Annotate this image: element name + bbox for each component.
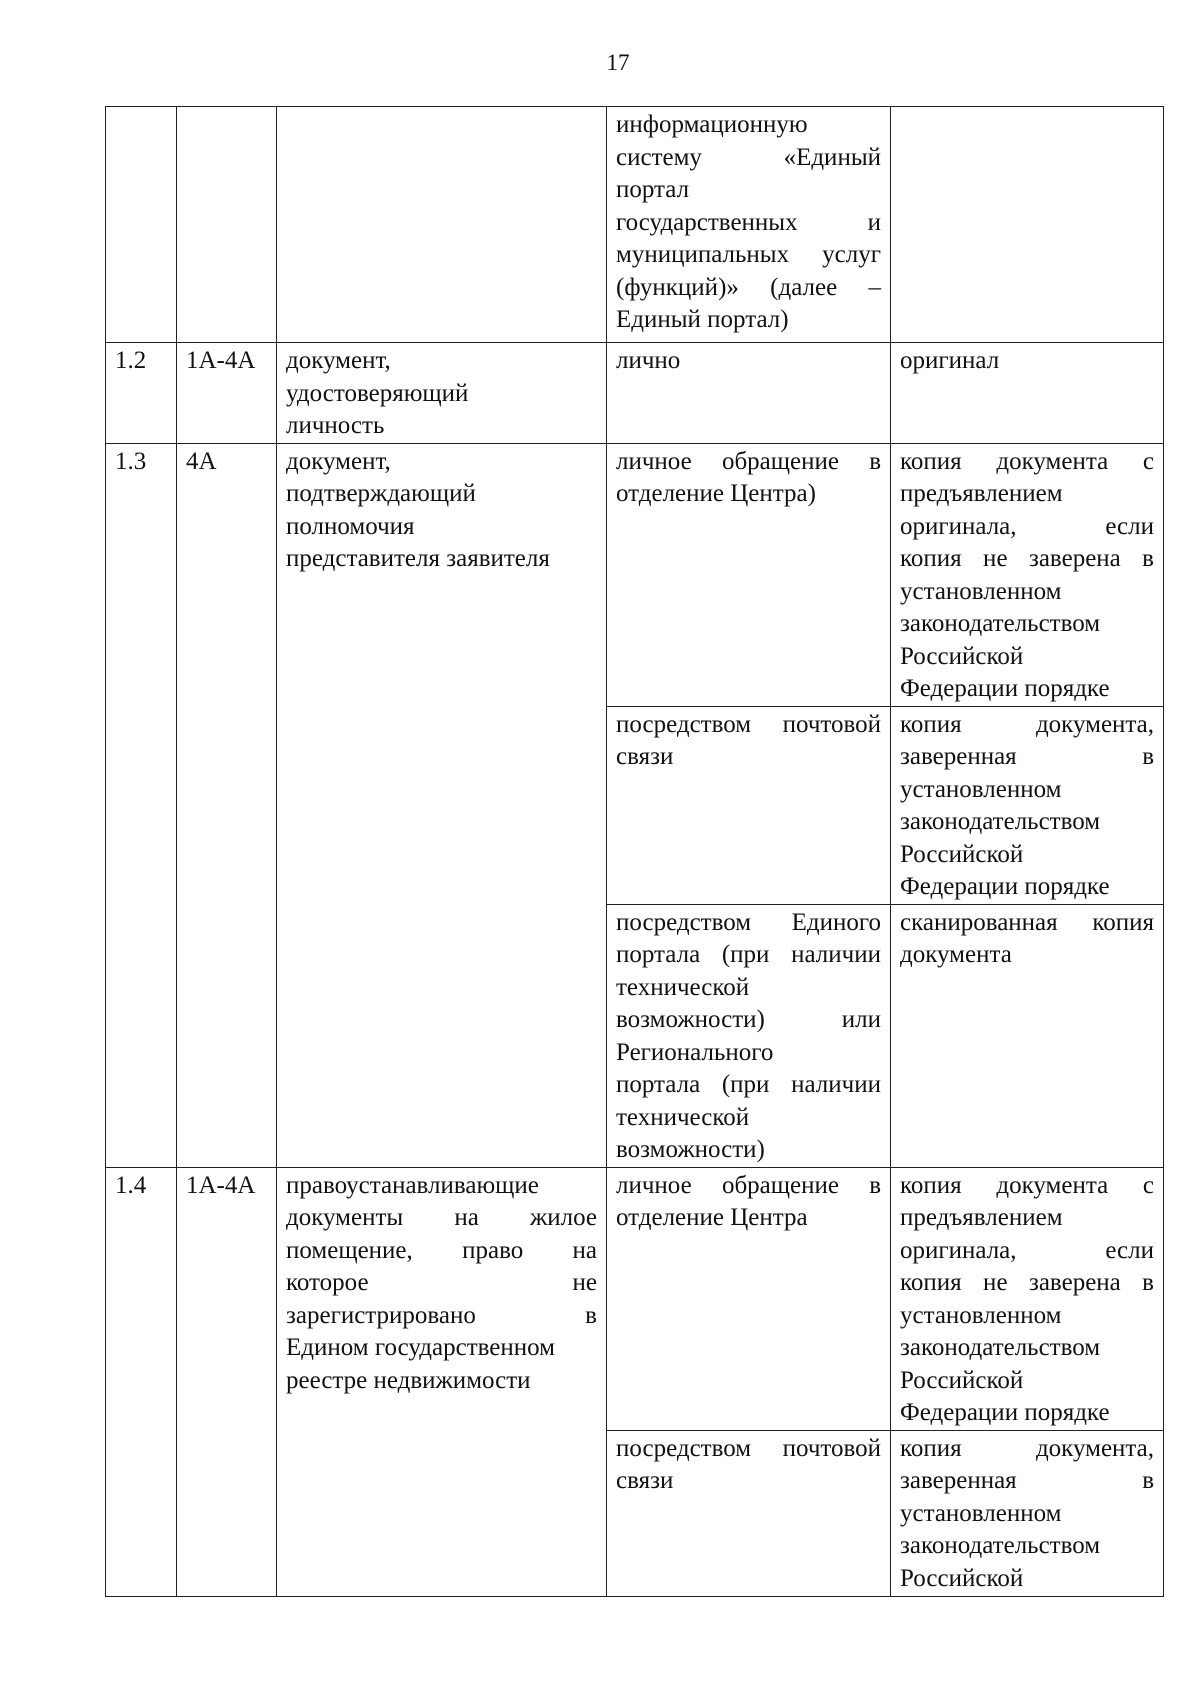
form-line: Российской (900, 642, 1024, 670)
method-cell (607, 443, 891, 706)
form-line: сканированная копия (900, 908, 1154, 936)
form-cell (891, 1430, 1164, 1596)
form-line: установленном (900, 1301, 1062, 1329)
form-cell (891, 1167, 1164, 1430)
document-cell (277, 107, 607, 343)
row-code-cell: 1А-4А (177, 343, 277, 444)
document-cell (277, 343, 607, 444)
form-line: предъявлением (900, 1204, 1063, 1231)
method-line: систему «Единый (616, 143, 881, 171)
form-line: оригинала, если (900, 1236, 1154, 1264)
document-line: помещение, право на (286, 1236, 597, 1264)
form-cell (891, 904, 1164, 1167)
table-row (106, 443, 1164, 706)
method-cell (607, 1430, 891, 1596)
method-line: технической (616, 1103, 750, 1131)
method-line: Единый портал) (616, 306, 789, 333)
method-line: технической (616, 973, 750, 1001)
document-cell (277, 443, 607, 1167)
form-line: оригинал (900, 347, 1000, 374)
document-line: представителя заявителя (286, 545, 550, 572)
form-line: предъявлением (900, 480, 1063, 507)
form-line: законодательством (900, 610, 1101, 637)
form-line: Российской (900, 1366, 1024, 1394)
form-line: Федерации порядке (900, 675, 1110, 702)
row-number-cell: 1.3 (106, 443, 177, 1167)
form-line: установленном (900, 1499, 1062, 1527)
method-line: Регионального (616, 1038, 774, 1066)
page-number: 17 (606, 50, 630, 75)
document-line: личность (286, 412, 385, 439)
form-line: Федерации порядке (900, 873, 1110, 900)
document-line: Едином государственном (286, 1334, 555, 1361)
table-row (106, 343, 1164, 444)
method-cell (607, 706, 891, 904)
method-line: отделение Центра) (616, 480, 816, 507)
method-line: личное обращение в (616, 1171, 881, 1199)
requirements-table (105, 106, 1164, 1597)
method-line: портал (616, 176, 690, 203)
form-line: оригинала, если (900, 512, 1154, 540)
form-line: копия документа, (900, 1434, 1154, 1462)
row-code-cell: 4А (177, 443, 277, 1167)
method-line: портала (при наличии (616, 1071, 881, 1098)
document-cell (277, 1167, 607, 1596)
form-line: заверенная в (900, 743, 1154, 770)
method-line: личное обращение в (616, 447, 881, 475)
form-cell (891, 107, 1164, 343)
method-line: посредством Единого (616, 908, 881, 936)
row-code-cell: 1А-4А (177, 1167, 277, 1596)
method-cell (607, 904, 891, 1167)
table-row (106, 107, 1164, 343)
method-line: муниципальных услуг (616, 241, 881, 268)
form-line: установленном (900, 577, 1062, 605)
form-line: законодательством (900, 1334, 1101, 1361)
form-line: копия документа, (900, 710, 1154, 738)
document-line: реестре недвижимости (286, 1366, 531, 1394)
document-line: документы на жилое (286, 1204, 597, 1231)
form-line: копия не заверена в (900, 1269, 1154, 1296)
document-line: которое не (286, 1269, 597, 1296)
form-cell (891, 443, 1164, 706)
method-line: портала (при наличии (616, 941, 881, 968)
method-line: посредством почтовой (616, 710, 881, 738)
form-line: документа (900, 941, 1012, 968)
method-line: отделение Центра (616, 1204, 808, 1231)
row-code-cell (177, 107, 277, 343)
document-line: полномочия (286, 512, 415, 540)
form-line: копия документа с (900, 447, 1154, 475)
document-line: подтверждающий (286, 480, 476, 507)
method-line: возможности) или (616, 1006, 881, 1033)
document-line: документ, (286, 347, 391, 374)
row-number-cell (106, 107, 177, 343)
method-line: лично (616, 347, 681, 374)
form-line: копия документа с (900, 1171, 1154, 1199)
document-line: удостоверяющий (286, 379, 469, 407)
form-line: установленном (900, 775, 1062, 803)
method-line: посредством почтовой (616, 1434, 881, 1462)
form-line: Российской (900, 1564, 1024, 1592)
document-line: правоустанавливающие (286, 1171, 539, 1199)
method-cell (607, 1167, 891, 1430)
method-line: (функций)» (далее – (616, 273, 881, 301)
method-line: информационную (616, 111, 808, 138)
form-line: законодательством (900, 1532, 1101, 1559)
form-line: копия не заверена в (900, 545, 1154, 572)
form-cell (891, 343, 1164, 444)
document-line: документ, (286, 447, 391, 475)
form-line: заверенная в (900, 1467, 1154, 1494)
form-cell (891, 706, 1164, 904)
method-line: связи (616, 1467, 674, 1494)
method-line: государственных и (616, 208, 881, 236)
method-cell (607, 107, 891, 343)
form-line: законодательством (900, 808, 1101, 835)
row-number-cell: 1.2 (106, 343, 177, 444)
table-row (106, 1167, 1164, 1430)
document-line: зарегистрировано в (286, 1301, 597, 1329)
form-line: Российской (900, 840, 1024, 868)
method-line: возможности) (616, 1136, 765, 1163)
method-cell (607, 343, 891, 444)
form-line: Федерации порядке (900, 1399, 1110, 1426)
method-line: связи (616, 743, 674, 770)
row-number-cell: 1.4 (106, 1167, 177, 1596)
